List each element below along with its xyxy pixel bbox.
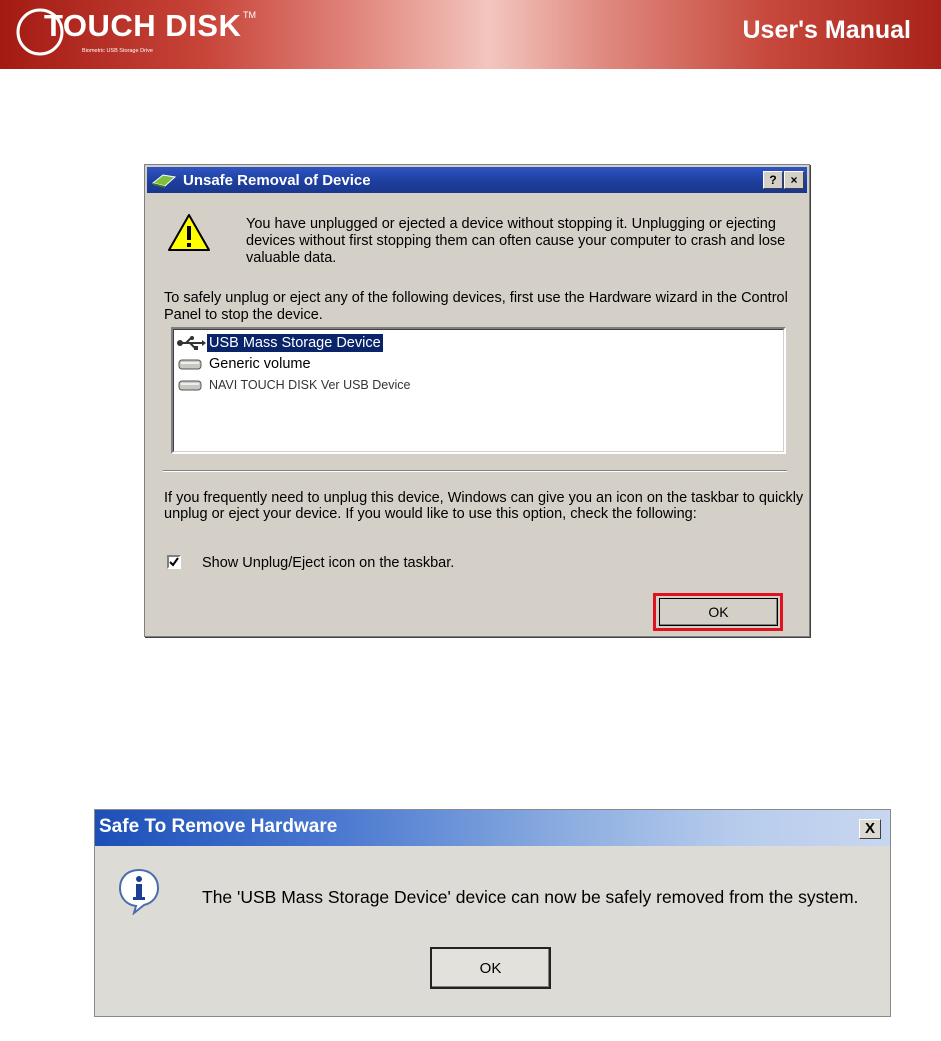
safe-to-remove-dialog [94,809,891,1017]
close-button[interactable]: X [859,819,881,839]
dialog-titlebar[interactable] [95,810,890,846]
drive-icon [176,378,206,392]
taskbar-info-text: If you frequently need to unplug this device, Windows can give you an icon on the taskbar to quickly unplug or eject your device. If you would like to use this option, check the following: [164,490,804,522]
instructions-text: To safely unplug or eject any of the following devices, first use the Hardware wizard in the Control Panel to stop the device. [164,290,788,323]
ok-button[interactable]: OK [659,598,778,626]
divider [163,470,787,472]
drive-icon [176,357,206,371]
warning-icon [167,213,211,253]
unsafe-removal-dialog [144,164,810,637]
logo-trademark: TM [243,10,256,20]
device-label: NAVI TOUCH DISK Ver USB Device [209,378,411,392]
dialog-title: Unsafe Removal of Device [183,172,371,189]
close-button[interactable]: × [784,171,804,189]
usb-icon [176,336,206,350]
safe-removal-message: The 'USB Mass Storage Device' device can now be safely removed from the system. [202,887,859,907]
device-label: USB Mass Storage Device [209,335,381,351]
hardware-eject-icon [151,171,177,189]
show-eject-icon-checkbox[interactable] [167,555,181,569]
manual-title: User's Manual [742,16,911,44]
dialog-titlebar[interactable] [147,167,807,193]
ok-button-highlight [653,593,783,631]
help-button[interactable]: ? [763,171,783,189]
logo-tagline: Biometric USB Storage Drive [82,48,153,54]
logo-text: TOUCH DISK [44,8,242,43]
device-label: Generic volume [209,356,311,372]
info-icon [117,867,161,915]
checkmark-icon [169,557,179,567]
device-list[interactable] [171,327,786,454]
checkbox-label[interactable]: Show Unplug/Eject icon on the taskbar. [202,555,455,571]
device-list-frame [173,329,784,452]
warning-message: You have unplugged or ejected a device without stopping it. Unplugging or ejecting devices without first stopping them can often cause your computer to crash and lose valuable data. [246,216,786,266]
header-banner [0,0,941,69]
dialog-title: Safe To Remove Hardware [99,816,338,837]
ok-button[interactable]: OK [430,947,551,989]
